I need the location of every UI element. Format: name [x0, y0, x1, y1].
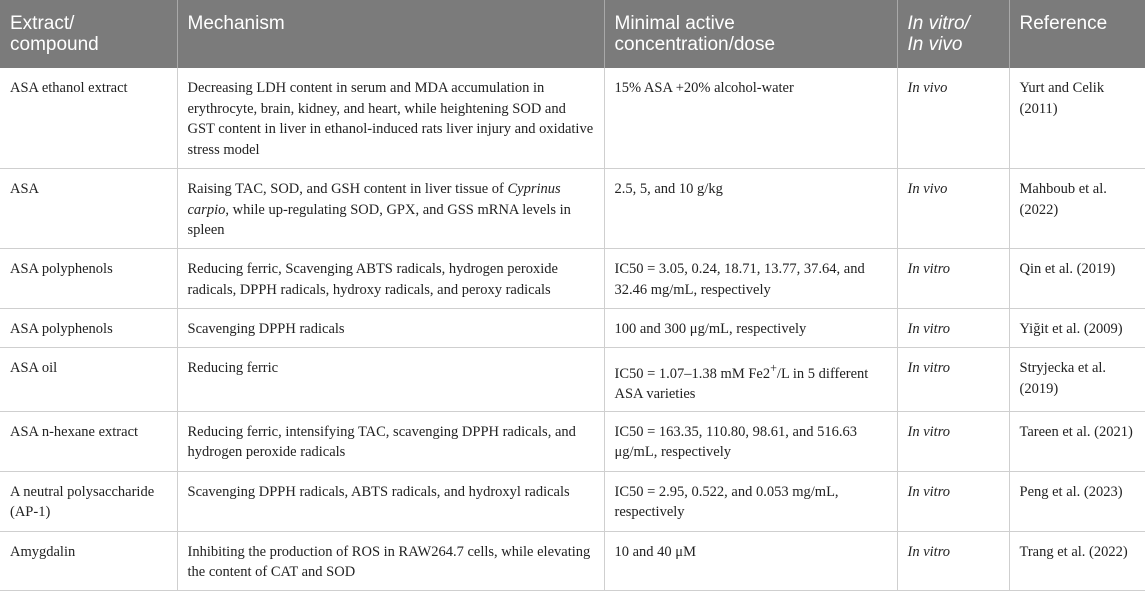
cell-reference: Tareen et al. (2021): [1009, 411, 1145, 471]
cell-compound: ASA n-hexane extract: [0, 411, 177, 471]
cell-reference: Stryjecka et al. (2019): [1009, 348, 1145, 412]
table-row: [0, 249, 1145, 309]
cell-reference: Yurt and Celik (2011): [1009, 68, 1145, 169]
cell-mechanism-text: , while up-regulating SOD, GPX, and GSS mRNA levels in spleen: [187, 201, 571, 238]
cell-dose: 100 and 300 μg/mL, respectively: [604, 309, 897, 348]
cell-model: In vitro: [897, 471, 1009, 531]
table-row: [0, 68, 1145, 169]
cell-model: In vitro: [897, 348, 1009, 412]
cell-model: In vitro: [897, 411, 1009, 471]
cell-reference: Trang et al. (2022): [1009, 531, 1145, 590]
cell-model: In vitro: [897, 309, 1009, 348]
cell-mechanism: [177, 169, 604, 249]
cell-compound: A neutral polysaccharide (AP-1): [0, 471, 177, 531]
cell-mechanism-species: Cyprinus carpio: [187, 181, 561, 218]
cell-compound: ASA: [0, 169, 177, 249]
cell-dose: IC50 = 3.05, 0.24, 18.71, 13.77, 37.64, and 32.46 mg/mL, respectively: [604, 249, 897, 309]
header-compound: [0, 0, 177, 68]
cell-model: In vitro: [897, 249, 1009, 309]
cell-mechanism-text: Raising TAC, SOD, and GSH content in liver tissue of: [187, 181, 508, 197]
cell-dose-text: /L in 5 different ASA varieties: [614, 365, 869, 403]
cell-dose: IC50 = 163.35, 110.80, 98.61, and 516.63 μg/mL, respectively: [604, 411, 897, 471]
cell-reference: Peng et al. (2023): [1009, 471, 1145, 531]
cell-model: In vivo: [897, 68, 1009, 169]
table-row: [0, 411, 1145, 471]
cell-dose: IC50 = 2.95, 0.522, and 0.053 mg/mL, respectively: [604, 471, 897, 531]
cell-compound: ASA polyphenols: [0, 309, 177, 348]
table-header: [0, 0, 1145, 68]
header-reference-text: Reference: [1019, 13, 1108, 34]
cell-compound: Amygdalin: [0, 531, 177, 590]
header-concentration-line1: Minimal active: [614, 13, 735, 34]
cell-mechanism: Scavenging DPPH radicals, ABTS radicals, and hydroxyl radicals: [177, 471, 604, 531]
table-row: [0, 471, 1145, 531]
cell-compound: ASA oil: [0, 348, 177, 412]
cell-dose: 10 and 40 μM: [604, 531, 897, 590]
cell-mechanism: Reducing ferric, intensifying TAC, scavenging DPPH radicals, and hydrogen peroxide radicals: [177, 411, 604, 471]
cell-dose-text: IC50 = 1.07–1.38 mM Fe2: [614, 365, 771, 382]
header-model: [897, 0, 1009, 68]
cell-compound: ASA ethanol extract: [0, 68, 177, 169]
header-concentration-line2: concentration/dose: [614, 34, 776, 55]
cell-model: In vivo: [897, 169, 1009, 249]
header-mechanism: [177, 0, 604, 68]
header-reference: [1009, 0, 1145, 68]
cell-dose-superscript: +: [770, 361, 777, 375]
cell-mechanism: Scavenging DPPH radicals: [177, 309, 604, 348]
table-row: [0, 531, 1145, 590]
cell-dose: 15% ASA +20% alcohol-water: [604, 68, 897, 169]
table-row: [0, 348, 1145, 412]
cell-reference: Yiğit et al. (2009): [1009, 309, 1145, 348]
cell-dose: [604, 348, 897, 412]
table-row: [0, 169, 1145, 249]
cell-model: In vitro: [897, 531, 1009, 590]
cell-reference: Qin et al. (2019): [1009, 249, 1145, 309]
header-concentration: [604, 0, 897, 68]
cell-reference: Mahboub et al. (2022): [1009, 169, 1145, 249]
header-model-line1: In vitro/: [907, 13, 970, 34]
header-model-line2: In vivo: [907, 34, 963, 55]
cell-mechanism: Inhibiting the production of ROS in RAW264.7 cells, while elevating the content of CAT and SOD: [177, 531, 604, 590]
table-body: [0, 68, 1145, 590]
header-compound-line1: Extract/: [10, 13, 75, 34]
header-row: [0, 0, 1145, 68]
table-row: [0, 309, 1145, 348]
cell-mechanism: Decreasing LDH content in serum and MDA accumulation in erythrocyte, brain, kidney, and heart, while heightening SOD and GST content in liver in ethanol-induced rats liver injury and oxidative stress model: [177, 68, 604, 169]
cell-mechanism: Reducing ferric: [177, 348, 604, 412]
cell-compound: ASA polyphenols: [0, 249, 177, 309]
cell-mechanism: Reducing ferric, Scavenging ABTS radicals, hydrogen peroxide radicals, DPPH radicals, hydroxy radicals, and peroxy radicals: [177, 249, 604, 309]
cell-dose: 2.5, 5, and 10 g/kg: [604, 169, 897, 249]
header-mechanism-text: Mechanism: [187, 13, 285, 34]
header-compound-line2: compound: [10, 34, 99, 55]
